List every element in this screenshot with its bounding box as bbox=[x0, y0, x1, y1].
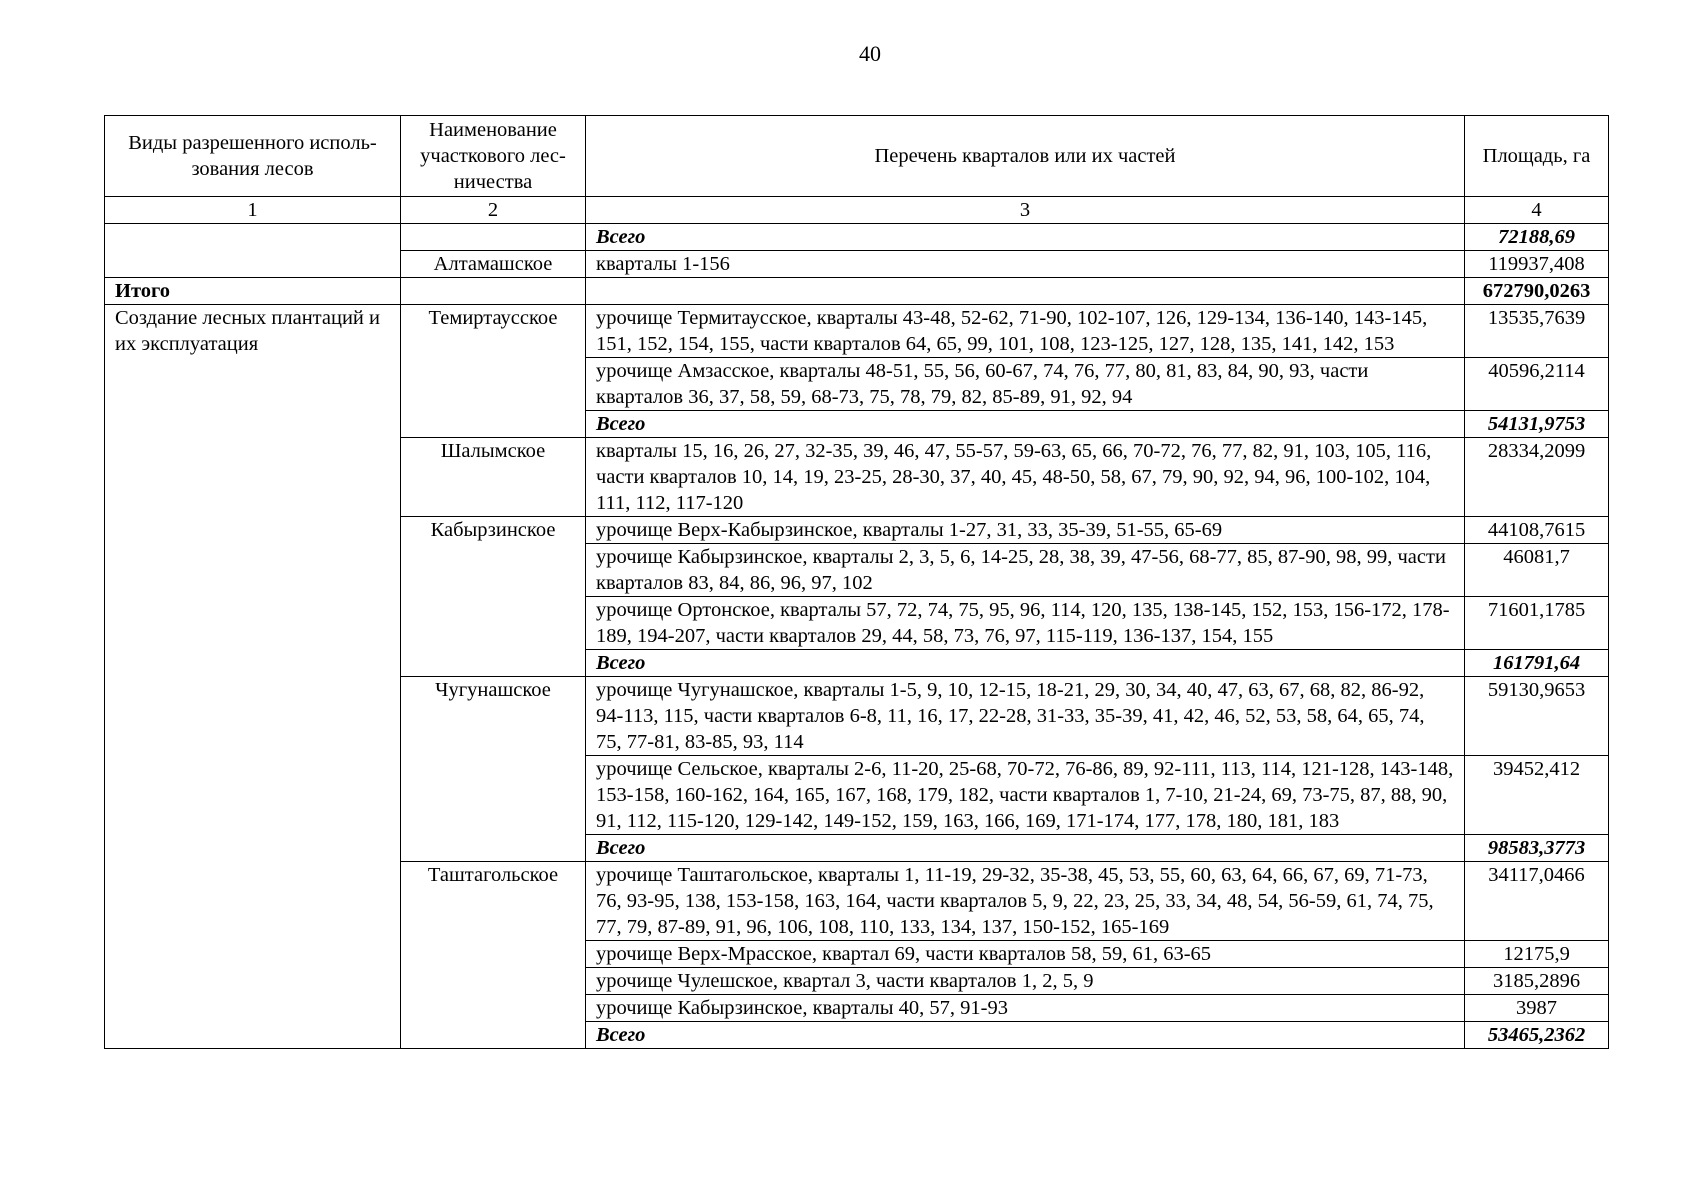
column-number: 3 bbox=[586, 197, 1465, 224]
forestry-cell: Шалымское bbox=[401, 438, 586, 517]
table-row bbox=[105, 224, 1609, 251]
area-cell: 119937,408 bbox=[1465, 251, 1609, 278]
quarters-cell: кварталы 15, 16, 26, 27, 32-35, 39, 46, 47, 55-57, 59-63, 65, 66, 70-72, 76, 77, 82, 91, 103, 105, 116, части кварталов 10, 14, 19, 23-25, 28-30, 37, 40, 45, 48-50, 58, 67, 79, 90, 92, 94, 96, 100-102, 104, 111, 112, 117-120 bbox=[586, 438, 1465, 517]
header-quarters-list: Перечень кварталов или их частей bbox=[586, 116, 1465, 197]
table-row bbox=[105, 278, 1609, 305]
total-label: Всего bbox=[586, 224, 1465, 251]
area-cell: 3987 bbox=[1465, 995, 1609, 1022]
quarters-cell: урочище Амзасское, кварталы 48-51, 55, 56, 60-67, 74, 76, 77, 80, 81, 83, 84, 90, 93, части кварталов 36, 37, 58, 59, 68-73, 75, 78, 79, 82, 85-89, 91, 92, 94 bbox=[586, 358, 1465, 411]
page-number: 40 bbox=[859, 41, 881, 66]
total-label: Всего bbox=[586, 1022, 1465, 1049]
area-cell: 28334,2099 bbox=[1465, 438, 1609, 517]
total-area: 72188,69 bbox=[1465, 224, 1609, 251]
area-cell: 71601,1785 bbox=[1465, 597, 1609, 650]
use-type-cell: Создание лесных плантаций и их эксплуатация bbox=[105, 305, 401, 1049]
total-label: Всего bbox=[586, 411, 1465, 438]
use-type-cell bbox=[105, 224, 401, 278]
total-area: 161791,64 bbox=[1465, 650, 1609, 677]
area-cell: 3185,2896 bbox=[1465, 968, 1609, 995]
quarters-cell: кварталы 1-156 bbox=[586, 251, 1465, 278]
forestry-cell bbox=[401, 224, 586, 251]
area-cell: 12175,9 bbox=[1465, 941, 1609, 968]
quarters-cell: урочище Ортонское, кварталы 57, 72, 74, 75, 95, 96, 114, 120, 135, 138-145, 152, 153, 156-172, 178-189, 194-207, части кварталов 29, 44, 58, 73, 76, 97, 115-119, 136-137, 154, 155 bbox=[586, 597, 1465, 650]
column-number: 1 bbox=[105, 197, 401, 224]
forestry-cell: Кабырзинское bbox=[401, 517, 586, 677]
column-number: 2 bbox=[401, 197, 586, 224]
quarters-cell: урочище Чугунашское, кварталы 1-5, 9, 10, 12-15, 18-21, 29, 30, 34, 40, 47, 63, 67, 68, 82, 86-92, 94-113, 115, части кварталов 6-8, 11, 16, 17, 22-28, 31-33, 35-39, 41, 42, 46, 52, 53, 58, 64, 65, 74, 75, 77-81, 83-85, 93, 114 bbox=[586, 677, 1465, 756]
column-number: 4 bbox=[1465, 197, 1609, 224]
grand-total-label: Итого bbox=[105, 278, 401, 305]
forestry-cell: Таштагольское bbox=[401, 862, 586, 1049]
grand-total-area: 672790,0263 bbox=[1465, 278, 1609, 305]
area-cell: 46081,7 bbox=[1465, 544, 1609, 597]
quarters-cell: урочище Кабырзинское, кварталы 40, 57, 91-93 bbox=[586, 995, 1465, 1022]
total-label: Всего bbox=[586, 835, 1465, 862]
area-cell: 59130,9653 bbox=[1465, 677, 1609, 756]
quarters-cell: урочище Верх-Мрасское, квартал 69, части кварталов 58, 59, 61, 63-65 bbox=[586, 941, 1465, 968]
total-label: Всего bbox=[586, 650, 1465, 677]
quarters-cell: урочище Сельское, кварталы 2-6, 11-20, 25-68, 70-72, 76-86, 89, 92-111, 113, 114, 121-128, 143-148, 153-158, 160-162, 164, 165, 167, 168, 179, 182, части кварталов 1, 7-10, 21-24, 69, 73-75, 87, 88, 90, 91, 112, 115-120, 129-142, 149-152, 159, 163, 166, 169, 171-174, 177, 178, 180, 181, 183 bbox=[586, 756, 1465, 835]
forestry-cell: Алтамашское bbox=[401, 251, 586, 278]
forestry-cell: Темиртаусское bbox=[401, 305, 586, 438]
area-cell: 39452,412 bbox=[1465, 756, 1609, 835]
table-header-row bbox=[105, 116, 1609, 197]
area-cell: 34117,0466 bbox=[1465, 862, 1609, 941]
quarters-cell: урочище Таштагольское, кварталы 1, 11-19, 29-32, 35-38, 45, 53, 55, 60, 63, 64, 66, 67, 69, 71-73, 76, 93-95, 138, 153-158, 163, 164, части кварталов 5, 9, 22, 23, 25, 33, 34, 48, 54, 56-59, 61, 74, 75, 77, 79, 87-89, 91, 96, 106, 108, 110, 133, 134, 137, 150-152, 165-169 bbox=[586, 862, 1465, 941]
header-area: Площадь, га bbox=[1465, 116, 1609, 197]
table-row bbox=[105, 305, 1609, 358]
column-number-row bbox=[105, 197, 1609, 224]
quarters-cell bbox=[586, 278, 1465, 305]
area-cell: 44108,7615 bbox=[1465, 517, 1609, 544]
quarters-cell: урочище Чулешское, квартал 3, части кварталов 1, 2, 5, 9 bbox=[586, 968, 1465, 995]
quarters-cell: урочище Кабырзинское, кварталы 2, 3, 5, 6, 14-25, 28, 38, 39, 47-56, 68-77, 85, 87-90, 98, 99, части кварталов 83, 84, 86, 96, 97, 102 bbox=[586, 544, 1465, 597]
total-area: 53465,2362 bbox=[1465, 1022, 1609, 1049]
quarters-cell: урочище Верх-Кабырзинское, кварталы 1-27, 31, 33, 35-39, 51-55, 65-69 bbox=[586, 517, 1465, 544]
quarters-cell: урочище Термитаусское, кварталы 43-48, 52-62, 71-90, 102-107, 126, 129-134, 136-140, 143-145, 151, 152, 154, 155, части кварталов 64, 65, 99, 101, 108, 123-125, 127, 128, 135, 141, 142, 153 bbox=[586, 305, 1465, 358]
area-cell: 13535,7639 bbox=[1465, 305, 1609, 358]
forest-use-table bbox=[104, 115, 1609, 1049]
forestry-cell: Чугунашское bbox=[401, 677, 586, 862]
area-cell: 40596,2114 bbox=[1465, 358, 1609, 411]
total-area: 54131,9753 bbox=[1465, 411, 1609, 438]
forestry-cell bbox=[401, 278, 586, 305]
total-area: 98583,3773 bbox=[1465, 835, 1609, 862]
header-use-type: Виды разрешенного исполь-зования лесов bbox=[105, 116, 401, 197]
header-forestry-name: Наименование участкового лес-ничества bbox=[401, 116, 586, 197]
